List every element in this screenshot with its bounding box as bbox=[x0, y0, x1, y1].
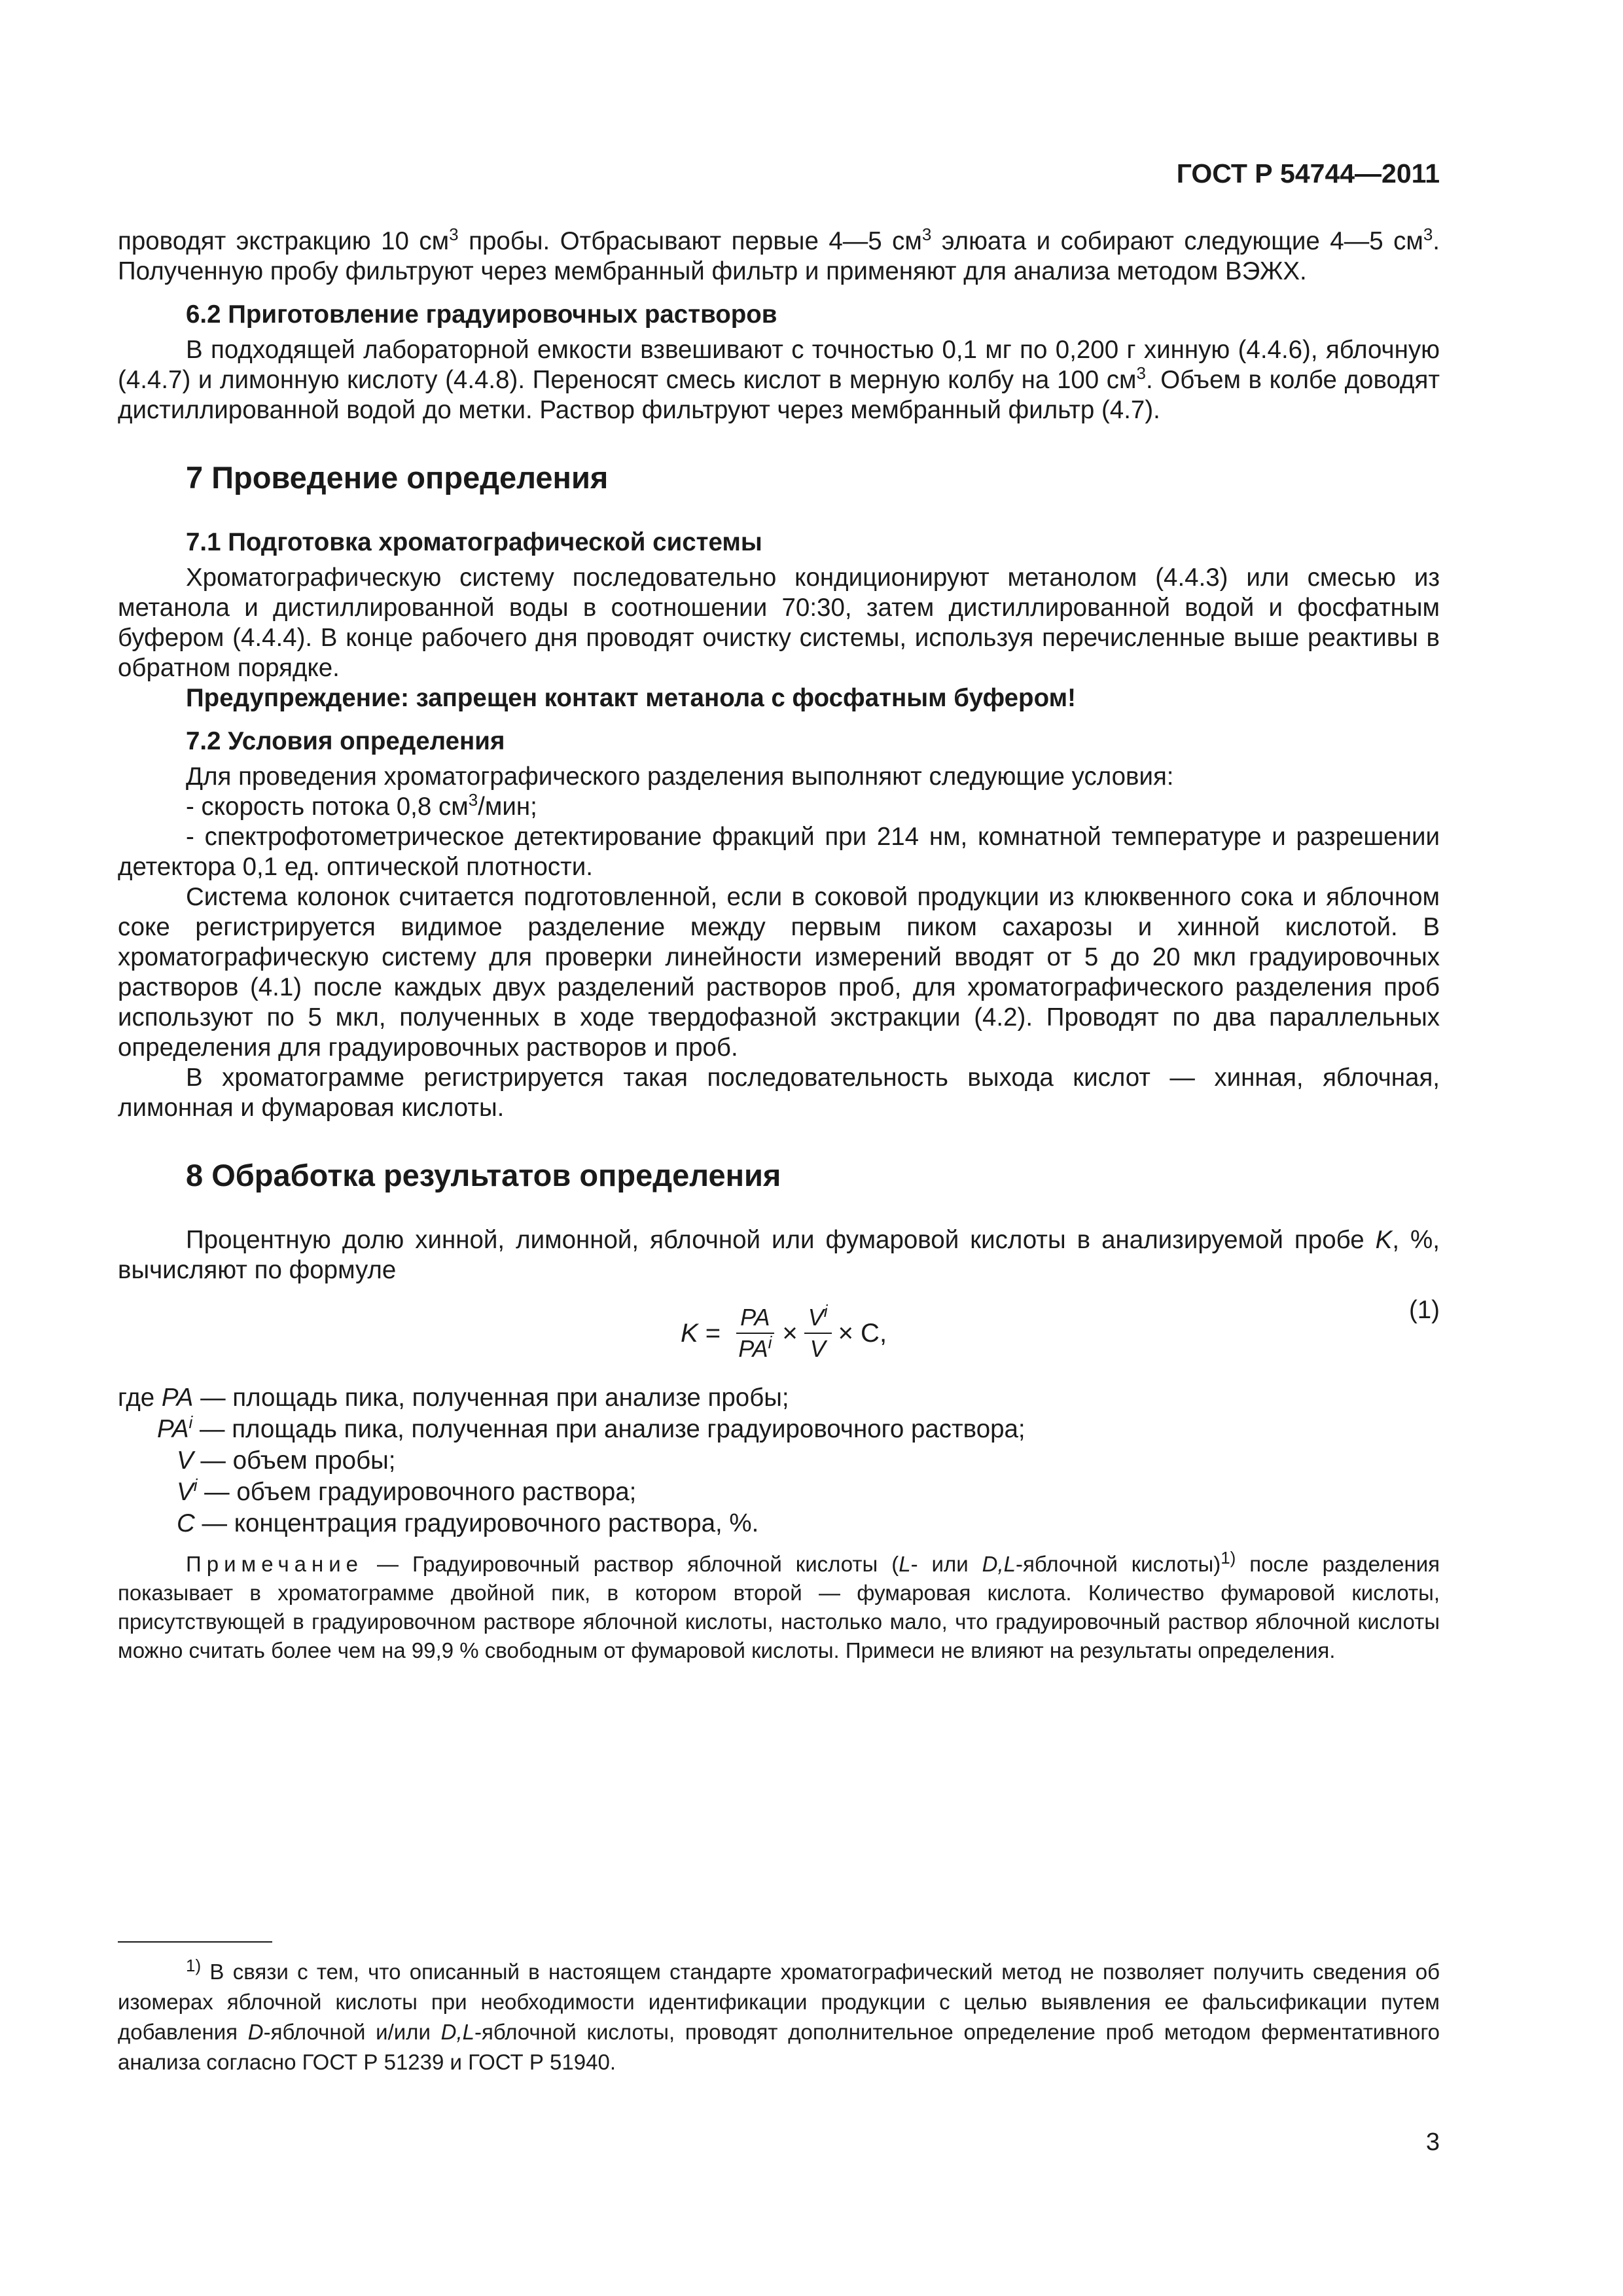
document-id-header: ГОСТ Р 54744—2011 bbox=[1176, 158, 1440, 188]
formula-tail: C, bbox=[853, 1318, 887, 1348]
conditions-lead: Для проведения хроматографического разделения выполняют следующие условия: bbox=[186, 762, 1174, 791]
intro-paragraph: проводят экстракцию 10 $см^3$ пробы. Отбрасывают первые 4—5 $см^3$ элюата и собирают следующие 4—5 $см^3$. Полученную пробу фильтруют через мембранный фильтр и применяют для анализа методом ВЭЖХ. bbox=[118, 224, 1440, 285]
fraction-pa: $\frac{PA}{PA^i}$ bbox=[734, 1304, 776, 1363]
section-7-heading: 7 Проведение определения bbox=[186, 460, 609, 495]
variable-v: V — объем пробы; bbox=[177, 1446, 396, 1475]
formula-lhs: K bbox=[681, 1318, 698, 1348]
condition-detection: - спектрофотометрическое детектирование фракций при 214 нм, комнатной температуре и разрешении детектора 0,1 ед. оптической плотности. bbox=[118, 823, 1440, 881]
footnote-reference: 1) bbox=[1221, 1548, 1236, 1568]
note-paragraph: Примечание — Градуировочный раствор яблочной кислоты (L- или D,L-яблочной кислоты)$^{1)}$ после разделения показывает в хроматограмме двойной пик, в котором второй — фумаровая кислота. Количество фумаровой кислоты, присутствующей в градуировочном растворе яблочной кислоты, настолько мало, что градуировочный раствор яблочной кислоты можно считать более чем на 99,9 % свободным от фумаровой кислоты. Примеси не влияют на результаты определения. bbox=[118, 1548, 1440, 1662]
section-6-2-paragraph: В подходящей лабораторной емкости взвешивают с точностью 0,1 мг по 0,200 г хинную (4.4.6), яблочную (4.4.7) и лимонную кислоту (4.4.8). Переносят смесь кислот в мерную колбу на 100 $см^3$. Объем в колбе доводят дистиллированной водой до метки. Раствор фильтруют через мембранный фильтр (4.7). bbox=[118, 336, 1440, 424]
formula-times-1: × bbox=[782, 1318, 798, 1348]
warning-text: Предупреждение: запрещен контакт метанола с фосфатным буфером! bbox=[186, 684, 1076, 712]
formula bbox=[681, 1301, 887, 1363]
document-page bbox=[118, 0, 1440, 2296]
variable-definitions bbox=[118, 1382, 1440, 1539]
fraction-v: $\frac{V^i}{V}$ bbox=[804, 1304, 832, 1363]
formula-times-2: × bbox=[838, 1318, 853, 1348]
section-8-heading: 8 Обработка результатов определения bbox=[186, 1158, 781, 1193]
elution-order-paragraph: В хроматограмме регистрируется такая последовательность выхода кислот — хинная, яблочная, лимонная и фумаровая кислоты. bbox=[118, 1064, 1440, 1122]
formula-equals: = bbox=[698, 1318, 728, 1348]
footnote-divider bbox=[118, 1941, 272, 1943]
variable-pa: где PA — площадь пика, полученная при анализе пробы; bbox=[118, 1384, 789, 1412]
formula-block bbox=[118, 1296, 1440, 1374]
calc-lead-paragraph: Процентную долю хинной, лимонной, яблочной или фумаровой кислоты в анализируемой пробе K, %, вычисляют по формуле bbox=[118, 1226, 1440, 1284]
document-body bbox=[118, 226, 1440, 1665]
variable-v-i: $V^i$ — объем градуировочного раствора; bbox=[177, 1475, 637, 1506]
condition-flow-rate: - скорость потока 0,8 $см^3$/мин; bbox=[186, 790, 537, 821]
section-7-2-title: 7.2 Условия определения bbox=[186, 727, 505, 755]
footnote: $^{1)}$ В связи с тем, что описанный в настоящем стандарте хроматографический метод не позволяет получить сведения об изомерах яблочной кислоты при необходимости идентификации продукции с целью выявления ее фальсификации путем добавления D-яблочной и/или D,L-яблочной кислоты, проводят дополнительное определение проб методом ферментативного анализа согласно ГОСТ Р 51239 и ГОСТ Р 51940. bbox=[118, 1956, 1440, 2074]
page-number: 3 bbox=[1425, 2128, 1440, 2156]
variable-pa-i: $PA^i$ — площадь пика, полученная при анализе градуировочного раствора; bbox=[157, 1412, 1026, 1443]
formula-number: (1) bbox=[1408, 1296, 1440, 1324]
section-7-1-title: 7.1 Подготовка хроматографической системы bbox=[186, 528, 762, 556]
section-7-1-paragraph: Хроматографическую систему последовательно кондиционируют метанолом (4.4.3) или смесью из метанола и дистиллированной воды в соотношении 70:30, затем дистиллированной водой и фосфатным буфером (4.4.4). В конце рабочего дня проводят очистку системы, используя перечисленные выше реактивы в обратном порядке. bbox=[118, 564, 1440, 682]
column-system-paragraph: Система колонок считается подготовленной, если в соковой продукции из клюквенного сока и яблочном соке регистрируется видимое разделение между первым пиком сахарозы и хинной кислотой. В хроматографическую систему для проверки линейности измерений вводят от 5 до 20 мкл градуировочных растворов (4.1) после каждых двух разделений растворов проб, для хроматографического разделения проб используют по 5 мкл, полученных в ходе твердофазной экстракции (4.2). Проводят по два параллельных определения для градуировочных растворов и проб. bbox=[118, 883, 1440, 1062]
variable-c: C — концентрация градуировочного раствора, %. bbox=[177, 1509, 759, 1537]
section-6-2-title: 6.2 Приготовление градуировочных растворов bbox=[186, 300, 777, 329]
